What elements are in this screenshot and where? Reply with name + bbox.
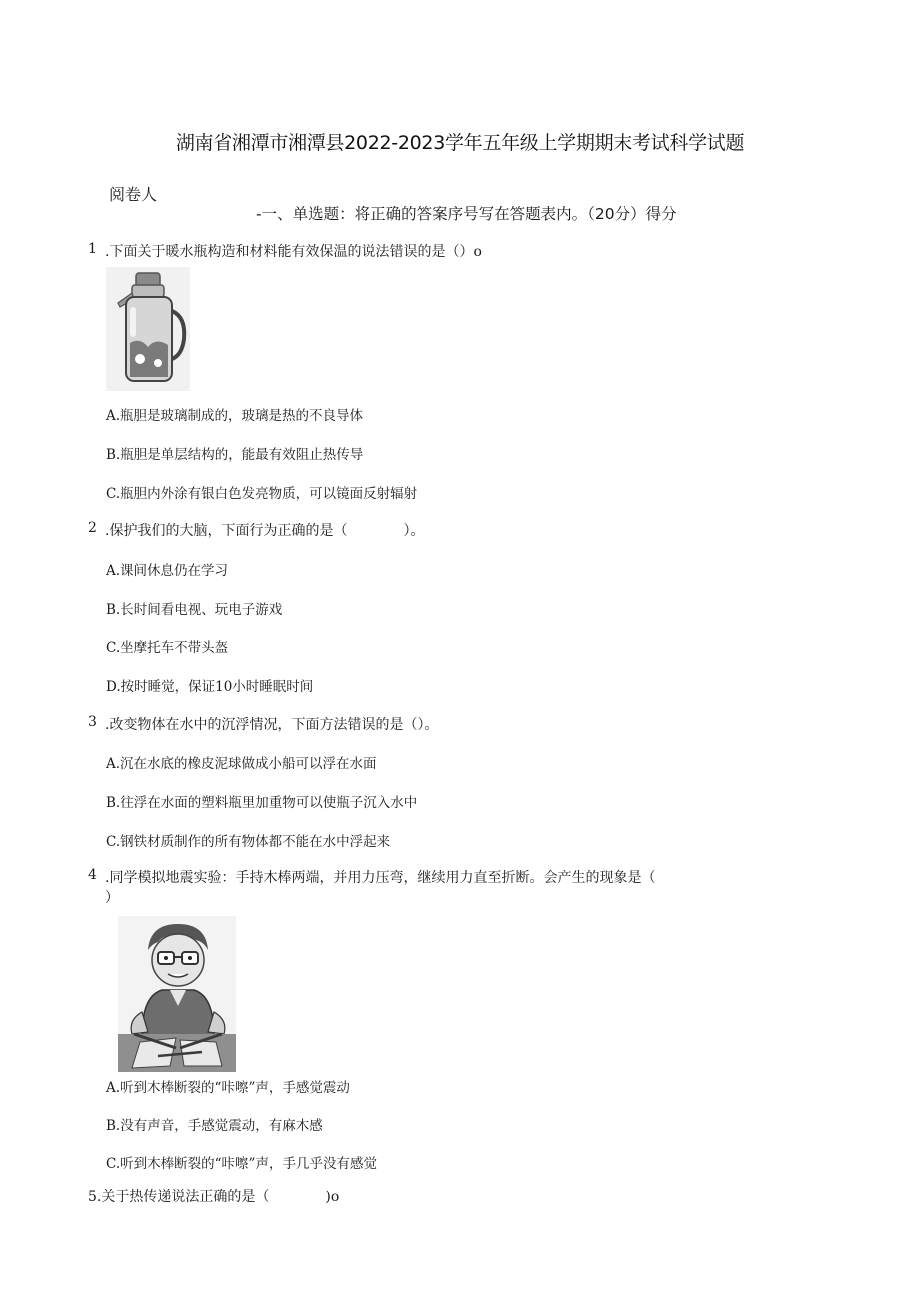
question-4-option-a: A.听到木棒断裂的“咔嚓”声，手感觉震动 [106,1080,350,1096]
question-3-number: 3 [88,714,97,730]
student-breaking-stick-image [118,916,236,1072]
question-5-text: 5.关于热传递说法正确的是（ )o [88,1189,340,1205]
section-heading: -一、单选题：将正确的答案序号写在答题表内。（20分）得分 [256,205,677,223]
question-1-option-a: A.瓶胆是玻璃制成的，玻璃是热的不良导体 [106,408,364,424]
question-2-option-c: C.坐摩托车不带头盔 [106,640,229,656]
thermos-bottle-image [106,267,190,391]
question-2-option-a: A.课间休息仍在学习 [106,563,229,579]
question-1-option-c: C.瓶胆内外涂有银白色发亮物质，可以镜面反射辐射 [106,486,418,502]
question-4-text-continued: ） [105,890,119,906]
question-3-text: .改变物体在水中的沉浮情况，下面方法错误的是（）。 [105,717,439,733]
question-4-text: .同学模拟地震实验：手持木棒两端，并用力压弯，继续用力直至折断。会产生的现象是（ [105,870,656,886]
question-2-option-d: D.按时睡觉，保证10小时睡眠时间 [106,679,314,695]
question-2-text: .保护我们的大脑，下面行为正确的是（ ）。 [105,523,425,539]
question-4-option-b: B.没有声音，手感觉震动，有麻木感 [106,1118,323,1134]
question-1-option-b: B.瓶胆是单层结构的，能最有效阻止热传导 [106,447,364,463]
question-2-option-b: B.长时间看电视、玩电子游戏 [106,602,283,618]
question-2-number: 2 [88,520,97,536]
question-4-option-c: C.听到木棒断裂的“咔嚓”声，手几乎没有感觉 [106,1156,377,1172]
question-3-option-a: A.沉在水底的橡皮泥球做成小船可以浮在水面 [106,756,377,772]
question-3-option-c: C.钢铁材质制作的所有物体都不能在水中浮起来 [106,834,391,850]
question-1-text: .下面关于暖水瓶构造和材料能有效保温的说法错误的是（）o [105,244,482,260]
reviewer-label: 阅卷人 [109,185,158,204]
question-3-option-b: B.往浮在水面的塑料瓶里加重物可以使瓶子沉入水中 [106,795,418,811]
question-4-number: 4 [88,867,97,883]
page-title: 湖南省湘潭市湘潭县2022-2023学年五年级上学期期末考试科学试题 [175,132,745,154]
question-1-number: 1 [88,241,97,257]
